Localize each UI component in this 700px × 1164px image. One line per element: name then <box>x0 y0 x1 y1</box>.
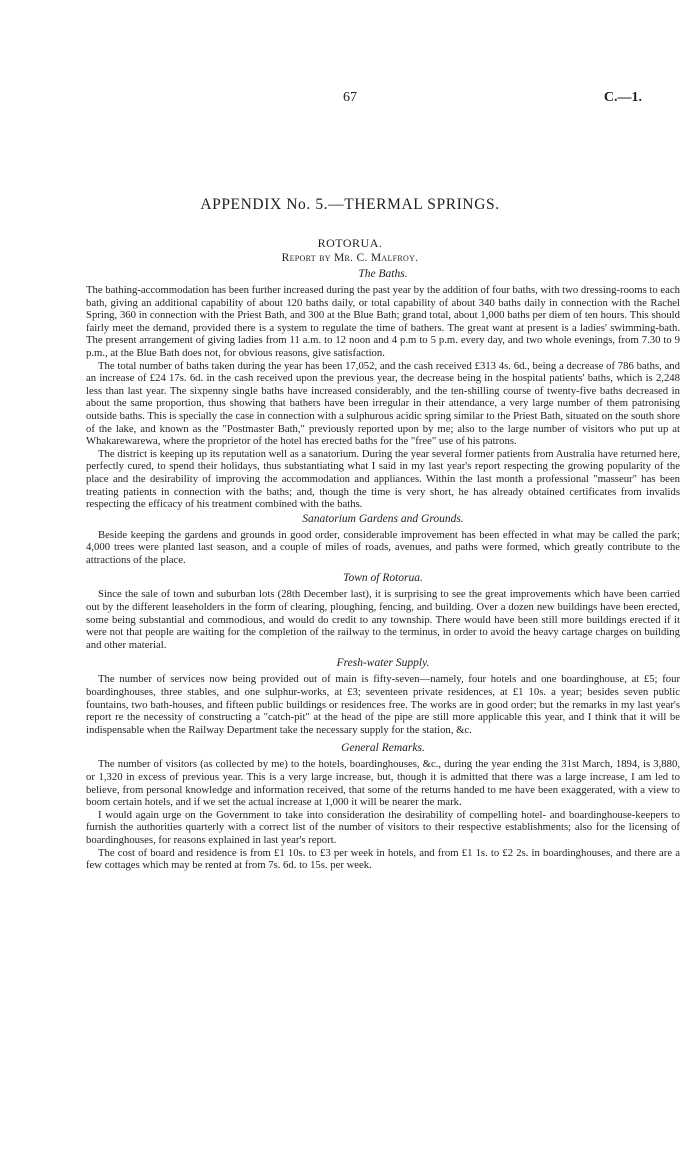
paragraph: The bathing-accommodation has been further increased during the past year by the addition of four baths, with two dressing-rooms to each bath, giving an additional capability of about 120 baths daily, or total capability of about 340 baths daily in connection with the Rachel Spring, 360 in connection with the Priest Bath, and 300 at the Blue Bath; grand total, about 1,000 baths per diem of ten hours. This should fairly meet the demand, provided there is a system to regulate the time of bathers. The great want at present is a ladies' swimming-bath. The present arrangement of giving ladies from 11 a.m. to 12 noon and 4 p.m to 5 p.m. every day, and two whole evenings, from 7.30 to 9 p.m., at the Blue Bath does not, for obvious reasons, give satisfaction. <box>86 284 680 359</box>
paragraph: The number of services now being provided out of main is fifty-seven—namely, four hotels and one boardinghouse, at £5; four boardinghouses, three stables, and one sulphur-works, at £3; seventeen private residences, at £1 10s. a year; besides seven public fountains, two bath-houses, and fifteen public buildings or residences free. The works are in good order; but the remarks in my last year's report re the necessity of constructing a "catch-pit" at the head of the pipe are still more applicable this year, and I think that it will be indispensable when the Railway Department take the necessary supply for the station, &c. <box>86 673 680 736</box>
section-heading-town: Town of Rotorua. <box>343 572 423 585</box>
document-body <box>86 266 680 872</box>
page-number: 67 <box>343 90 357 105</box>
section-heading-remarks: General Remarks. <box>341 742 425 755</box>
section-heading-water: Fresh-water Supply. <box>336 657 430 670</box>
paragraph: The district is keeping up its reputation well as a sanatorium. During the year several former patients from Australia have returned here, perfectly cured, to spend their holidays, thus substantiating what I said in my last year's report respecting the growing popularity of the place and the desirability of improving the accommodation and appliances. Within the last month a professional "masseur" has been treating patients in connection with the baths; and, though the time is very short, he has already obtained certificates from invalids respecting the efficacy of his treatment combined with the baths. <box>86 447 680 511</box>
report-byline: Report by Mr. C. Malfroy. <box>281 252 419 264</box>
paragraph: The number of visitors (as collected by me) to the hotels, boardinghouses, &c., during the year ending the 31st March, 1894, is 3,880, or 1,320 in excess of previous year. This is a very large increase, but, though it is admitted that there was a large increase, I am led to believe, from personal knowledge and information received, that some of the returns handed to me have been exaggerated, with a view to boom certain hotels, and if we set the actual increase at 1,000 it will be nearer the mark. <box>86 758 680 809</box>
paragraph: Since the sale of town and suburban lots (28th December last), it is surprising to see the great improvements which have been carried out by the different leaseholders in the form of clearing, ploughing, fencing, and building. Over a dozen new buildings have been erected, some being substantial and commodious, and would do credit to any township. There would have been still more buildings erected if it were not that people are waiting for the completion of the railway to the terminus, in order to avoid the heavy cartage charges on building and other material. <box>86 588 680 651</box>
paragraph: The cost of board and residence is from £1 10s. to £3 per week in hotels, and from £1 1s. to £2 2s. in boardinghouses, and there are a few cottages which may be rented at from 7s. 6d. to 15s. per week. <box>86 846 680 872</box>
document-reference: C.—1. <box>603 90 642 105</box>
paragraph: The total number of baths taken during the year has been 17,052, and the cash received £313 4s. 6d., being a decrease of 786 baths, and an increase of £24 17s. 6d. in the cash received upon the previous year, the decrease being in the hospital patients' baths, which is 2,248 less than last year. The sixpenny single baths have increased considerably, and the ten-shilling course of twenty-five baths decreased in about the same proportion, thus showing that bathers have been irregular in their attendance, a very large number of them patronising outside baths. This is specially the case in connection with a sulphurous acidic spring similar to the Priest Bath, situated on the south shore of the lake, and known as the "Postmaster Bath," previously reported upon by me; also to the large number of visitors who put up at Whakarewarewa, where the proprietor of the hotel has erected baths for the "free" use of his patrons. <box>86 359 680 448</box>
appendix-title: APPENDIX No. 5.—THERMAL SPRINGS. <box>200 196 500 213</box>
place-heading: ROTORUA. <box>317 236 383 250</box>
section-heading-gardens: Sanatorium Gardens and Grounds. <box>302 512 464 525</box>
paragraph: I would again urge on the Government to take into consideration the desirability of compelling hotel- and boardinghouse-keepers to furnish the authorities quarterly with a correct list of the number of visitors to their respective establishments; also for the licensing of boardinghouses, for reasons explained in last year's report. <box>86 808 680 846</box>
paragraph: Beside keeping the gardens and grounds in good order, considerable improvement has been effected in what may be called the park; 4,000 trees were planted last season, and a couple of miles of roads, avenues, and paths were formed, which greatly contribute to the attractions of the place. <box>86 528 680 566</box>
section-heading-baths: The Baths. <box>358 268 408 280</box>
